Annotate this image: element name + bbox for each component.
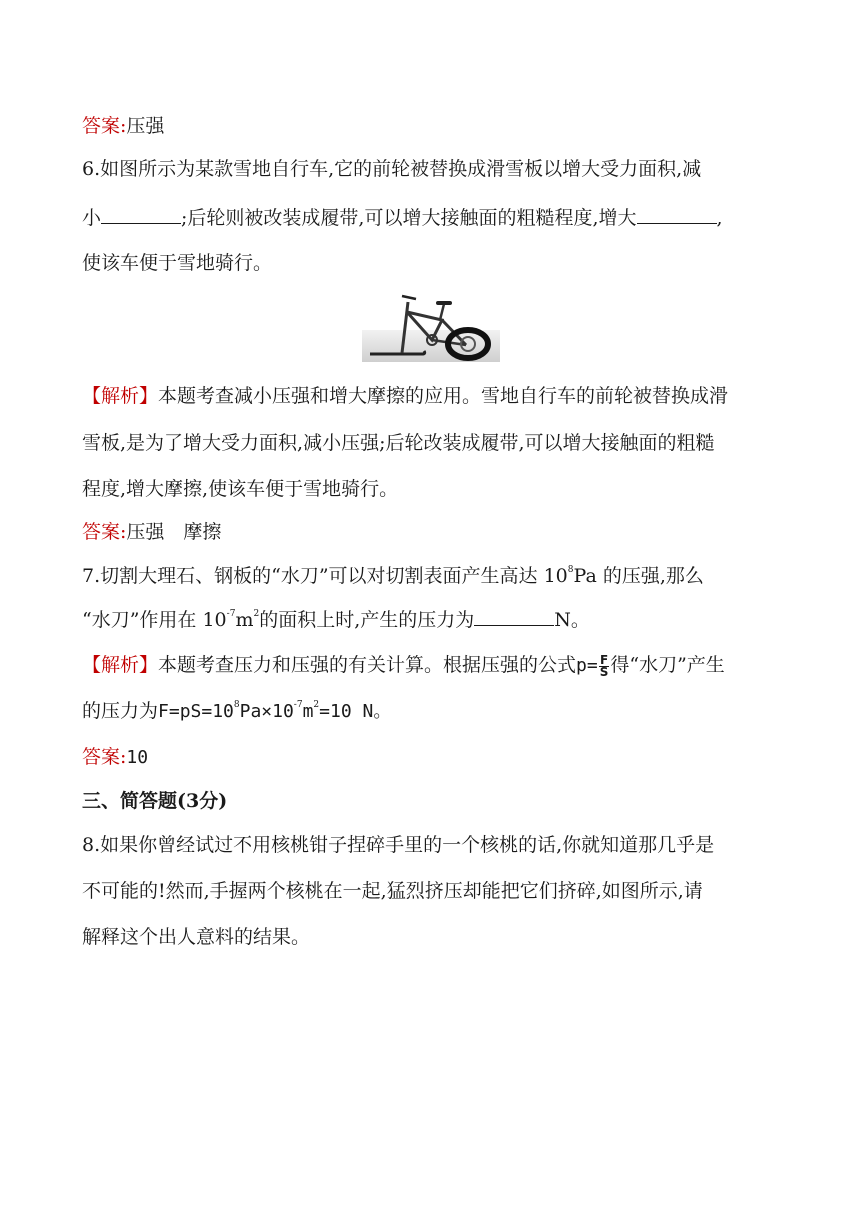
q7-text-b: Pa 的压强,那么 xyxy=(573,565,704,587)
q6-question-line-3: 使该车便于雪地骑行。 xyxy=(82,252,273,274)
q7-analysis-line-2 xyxy=(82,699,391,724)
analysis-text: 得“水刀”产生 xyxy=(610,654,725,676)
exponent: 2 xyxy=(253,609,260,619)
analysis-label: 【解析】 xyxy=(82,654,159,676)
q6-text-c: , xyxy=(716,207,723,229)
q7-question-line-1 xyxy=(82,564,704,588)
exponent: 2 xyxy=(313,700,320,710)
q7-question-line-2 xyxy=(82,607,590,632)
section-title: 三、简答题(3分) xyxy=(82,790,228,812)
answer-blank[interactable] xyxy=(474,607,554,626)
analysis-text: 的压力为 xyxy=(82,700,159,722)
fraction-denominator: S xyxy=(599,664,609,679)
q7-text-f: N。 xyxy=(554,609,590,631)
answer-label: 答案: xyxy=(82,746,127,768)
q6-question-line-1: 6.如图所示为某款雪地自行车,它的前轮被替换成滑雪板以增大受力面积,减 xyxy=(82,158,702,180)
answer-blank[interactable] xyxy=(101,205,181,224)
answer-blank[interactable] xyxy=(637,205,717,224)
q6-analysis-line-2: 雪板,是为了增大受力面积,减小压强;后轮改装成履带,可以增大接触面的粗糙 xyxy=(82,432,715,454)
answer-text: 压强 xyxy=(126,115,165,137)
q6-analysis-line-3: 程度,增大摩擦,使该车便于雪地骑行。 xyxy=(82,478,399,500)
q8-question-line-3: 解释这个出人意料的结果。 xyxy=(82,926,311,948)
q5-answer-line xyxy=(82,114,164,138)
fraction-numerator: F xyxy=(599,652,609,667)
formula-p: p= xyxy=(576,655,598,676)
exponent: 8 xyxy=(233,700,240,710)
q6-analysis-line-1 xyxy=(82,384,728,408)
q6-answer-line xyxy=(82,520,221,544)
q7-text-a: 7.切割大理石、钢板的“水刀”可以对切割表面产生高达 10 xyxy=(82,565,568,587)
q7-analysis-line-1 xyxy=(82,653,725,678)
exponent: -7 xyxy=(226,609,236,619)
exponent: 8 xyxy=(567,565,574,575)
q7-text-e: 的面积上时,产生的压力为 xyxy=(259,609,475,631)
answer-label: 答案: xyxy=(82,115,127,137)
fraction-f-over-s xyxy=(599,652,610,679)
analysis-label: 【解析】 xyxy=(82,385,159,407)
snow-bike-image xyxy=(362,290,500,362)
formula-text: m xyxy=(302,701,314,722)
analysis-text: 本题考查减小压强和增大摩擦的应用。雪地自行车的前轮被替换成滑 xyxy=(158,385,729,407)
q8-question-line-1: 8.如果你曾经试过不用核桃钳子捏碎手里的一个核桃的话,你就知道那几乎是 xyxy=(82,834,715,856)
formula-text: =10 N。 xyxy=(319,701,392,722)
formula-text: Pa×10 xyxy=(239,701,294,722)
q6-text-b: ;后轮则被改装成履带,可以增大接触面的粗糙程度,增大 xyxy=(181,207,637,229)
analysis-text: 本题考查压力和压强的有关计算。根据压强的公式 xyxy=(158,654,577,676)
exponent: -7 xyxy=(293,700,303,710)
q7-answer-line xyxy=(82,745,148,770)
q6-question-line-2 xyxy=(82,205,723,230)
formula-text: F=pS=10 xyxy=(158,701,234,722)
q7-text-d: m xyxy=(235,609,254,631)
q8-question-line-2: 不可能的!然而,手握两个核桃在一起,猛烈挤压却能把它们挤碎,如图所示,请 xyxy=(82,880,703,902)
answer-text: 10 xyxy=(126,747,149,768)
answer-label: 答案: xyxy=(82,521,127,543)
answer-text: 压强 摩擦 xyxy=(126,521,222,543)
q7-text-c: “水刀”作用在 10 xyxy=(82,609,227,631)
q6-text-a: 小 xyxy=(82,207,102,229)
